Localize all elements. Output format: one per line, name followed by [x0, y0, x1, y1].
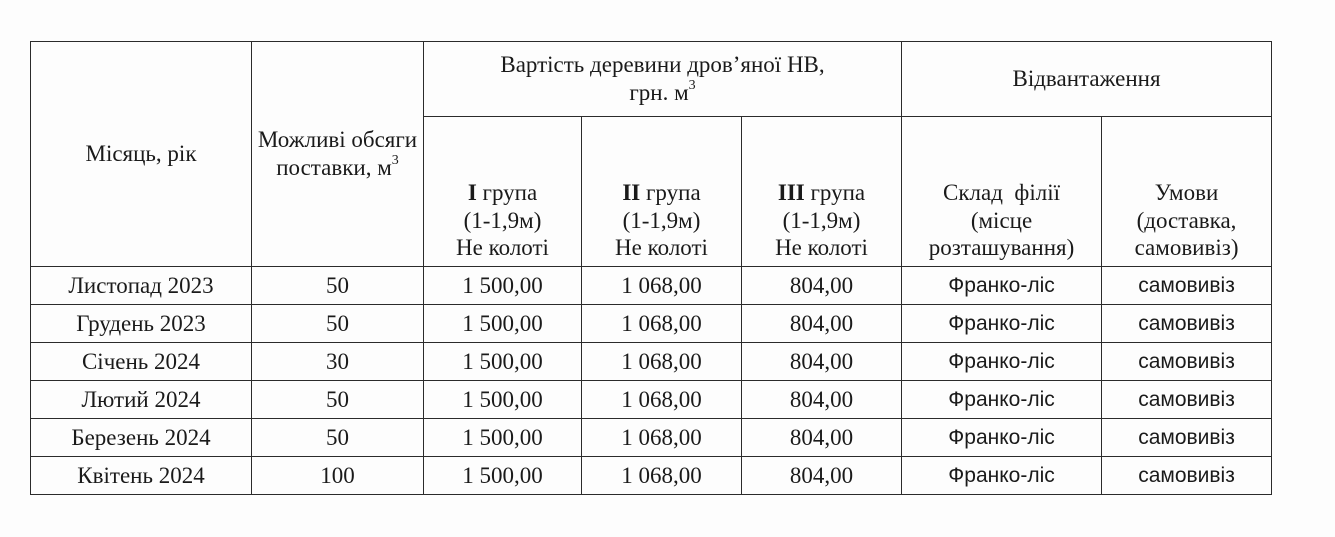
cell-price-g1: 1 500,00 [424, 267, 582, 305]
cell-volume: 100 [252, 457, 424, 495]
cell-volume: 50 [252, 419, 424, 457]
cell-month: Лютий 2024 [31, 381, 252, 419]
cell-price-g3: 804,00 [742, 305, 902, 343]
table-body [31, 267, 1272, 495]
header-volume-line: Можливі [257, 127, 346, 153]
cell-price-g2: 1 068,00 [582, 305, 742, 343]
supply-price-table [30, 41, 1272, 495]
header-conditions: Умови (доставка, самовивіз) [1102, 117, 1272, 267]
cell-conditions: самовивіз [1102, 457, 1272, 495]
header-price-unit: грн. $м^3$ [629, 78, 696, 105]
cell-warehouse: Франко-ліс [902, 419, 1102, 457]
header-volume-unit: $м^3$ [377, 153, 399, 180]
header-group-3: III група (1-1,9м) Не колоті [742, 117, 902, 267]
cell-month: Січень 2024 [31, 343, 252, 381]
cell-price-g1: 1 500,00 [424, 381, 582, 419]
header-volume [252, 42, 424, 267]
cell-warehouse: Франко-ліс [902, 457, 1102, 495]
table-row [31, 419, 1272, 457]
cell-price-g1: 1 500,00 [424, 343, 582, 381]
cell-price-g3: 804,00 [742, 343, 902, 381]
cell-volume: 30 [252, 343, 424, 381]
table-row [31, 381, 1272, 419]
header-month [31, 42, 252, 267]
cell-price-g1: 1 500,00 [424, 457, 582, 495]
cell-warehouse: Франко-ліс [902, 305, 1102, 343]
header-volume-line: поставки, [276, 155, 372, 180]
header-month-label: Місяць, рік [85, 141, 197, 167]
cell-price-g3: 804,00 [742, 419, 902, 457]
cell-price-g3: 804,00 [742, 457, 902, 495]
table-row [31, 305, 1272, 343]
table-row [31, 267, 1272, 305]
cell-price-g2: 1 068,00 [582, 419, 742, 457]
header-price-group [424, 42, 902, 117]
cell-price-g1: 1 500,00 [424, 305, 582, 343]
table-row [31, 457, 1272, 495]
header-group-1: I група (1-1,9м) Не колоті [424, 117, 582, 267]
cell-price-g2: 1 068,00 [582, 381, 742, 419]
header-warehouse: Склад філії (місце розташування) [902, 117, 1102, 267]
table-header [31, 42, 1272, 267]
cell-month: Грудень 2023 [31, 305, 252, 343]
cell-price-g2: 1 068,00 [582, 267, 742, 305]
cell-conditions: самовивіз [1102, 381, 1272, 419]
cell-price-g2: 1 068,00 [582, 343, 742, 381]
header-shipment [902, 42, 1272, 117]
cell-warehouse: Франко-ліс [902, 267, 1102, 305]
cell-conditions: самовивіз [1102, 419, 1272, 457]
unit-superscript: 3 [391, 153, 399, 169]
unit-superscript: 3 [688, 78, 696, 94]
cell-conditions: самовивіз [1102, 267, 1272, 305]
cell-month: Квітень 2024 [31, 457, 252, 495]
cell-warehouse: Франко-ліс [902, 381, 1102, 419]
header-shipment-title: Відвантаження [1012, 66, 1161, 92]
cell-conditions: самовивіз [1102, 305, 1272, 343]
cell-conditions: самовивіз [1102, 343, 1272, 381]
cell-month: Листопад 2023 [31, 267, 252, 305]
cell-volume: 50 [252, 381, 424, 419]
header-volume-line: обсяги [351, 127, 418, 153]
cell-volume: 50 [252, 305, 424, 343]
table-row [31, 343, 1272, 381]
cell-price-g3: 804,00 [742, 267, 902, 305]
cell-price-g3: 804,00 [742, 381, 902, 419]
cell-price-g2: 1 068,00 [582, 457, 742, 495]
header-price-title: Вартість деревини дров’яної НВ, [500, 52, 825, 78]
cell-volume: 50 [252, 267, 424, 305]
cell-month: Березень 2024 [31, 419, 252, 457]
cell-warehouse: Франко-ліс [902, 343, 1102, 381]
header-group-2: II група (1-1,9м) Не колоті [582, 117, 742, 267]
cell-price-g1: 1 500,00 [424, 419, 582, 457]
